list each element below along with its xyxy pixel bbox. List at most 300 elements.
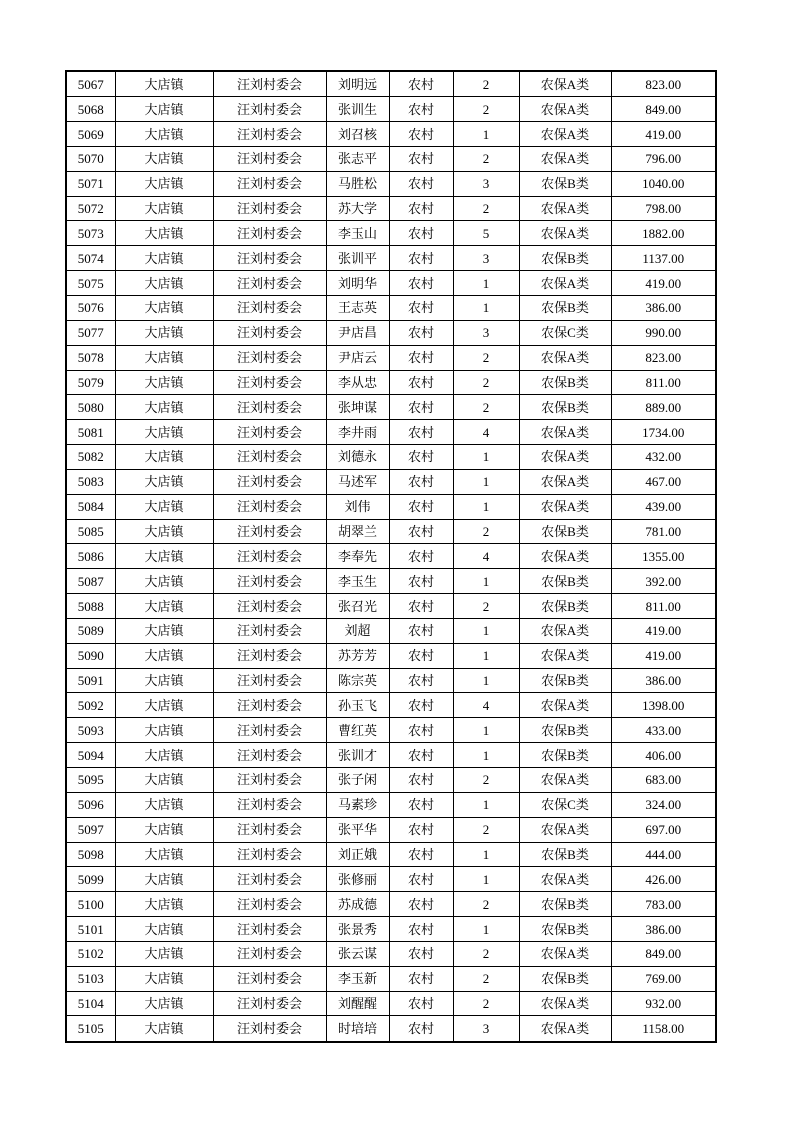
cell-town: 大店镇: [115, 271, 213, 296]
cell-person-name: 刘正娥: [326, 842, 389, 867]
cell-village: 汪刘村委会: [213, 295, 326, 320]
cell-village: 汪刘村委会: [213, 693, 326, 718]
cell-amount: 467.00: [611, 469, 716, 494]
cell-village: 汪刘村委会: [213, 569, 326, 594]
cell-residence: 农村: [389, 743, 453, 768]
cell-residence: 农村: [389, 445, 453, 470]
table-row: [66, 345, 716, 370]
table-row: [66, 395, 716, 420]
cell-insurance-class: 农保B类: [519, 966, 611, 991]
cell-person-name: 马述军: [326, 469, 389, 494]
cell-person-count: 1: [453, 867, 519, 892]
cell-village: 汪刘村委会: [213, 618, 326, 643]
cell-seq: 5099: [66, 867, 115, 892]
table-row: [66, 420, 716, 445]
cell-person-name: 苏芳芳: [326, 643, 389, 668]
cell-insurance-class: 农保B类: [519, 569, 611, 594]
cell-amount: 990.00: [611, 320, 716, 345]
cell-town: 大店镇: [115, 519, 213, 544]
cell-person-name: 张平华: [326, 817, 389, 842]
cell-residence: 农村: [389, 271, 453, 296]
cell-seq: 5087: [66, 569, 115, 594]
cell-insurance-class: 农保B类: [519, 668, 611, 693]
cell-residence: 农村: [389, 842, 453, 867]
cell-person-name: 李玉新: [326, 966, 389, 991]
cell-village: 汪刘村委会: [213, 892, 326, 917]
cell-amount: 811.00: [611, 594, 716, 619]
cell-seq: 5105: [66, 1016, 115, 1042]
cell-person-name: 苏成德: [326, 892, 389, 917]
cell-residence: 农村: [389, 544, 453, 569]
cell-person-name: 张召光: [326, 594, 389, 619]
cell-town: 大店镇: [115, 345, 213, 370]
cell-residence: 农村: [389, 817, 453, 842]
cell-person-count: 1: [453, 122, 519, 147]
cell-insurance-class: 农保B类: [519, 246, 611, 271]
table-row: [66, 320, 716, 345]
cell-amount: 444.00: [611, 842, 716, 867]
table-row: [66, 842, 716, 867]
table-row: [66, 718, 716, 743]
cell-residence: 农村: [389, 469, 453, 494]
cell-amount: 783.00: [611, 892, 716, 917]
cell-residence: 农村: [389, 693, 453, 718]
cell-town: 大店镇: [115, 420, 213, 445]
cell-residence: 农村: [389, 668, 453, 693]
cell-village: 汪刘村委会: [213, 842, 326, 867]
cell-person-count: 1: [453, 668, 519, 693]
cell-village: 汪刘村委会: [213, 792, 326, 817]
cell-amount: 849.00: [611, 941, 716, 966]
cell-person-name: 苏大学: [326, 196, 389, 221]
cell-village: 汪刘村委会: [213, 246, 326, 271]
cell-amount: 823.00: [611, 71, 716, 97]
cell-village: 汪刘村委会: [213, 122, 326, 147]
cell-seq: 5077: [66, 320, 115, 345]
cell-insurance-class: 农保A类: [519, 991, 611, 1016]
table-row: [66, 792, 716, 817]
table-row: [66, 122, 716, 147]
table-row: [66, 817, 716, 842]
cell-residence: 农村: [389, 519, 453, 544]
cell-insurance-class: 农保A类: [519, 469, 611, 494]
cell-insurance-class: 农保A类: [519, 146, 611, 171]
cell-amount: 932.00: [611, 991, 716, 1016]
cell-town: 大店镇: [115, 97, 213, 122]
cell-town: 大店镇: [115, 594, 213, 619]
cell-person-count: 2: [453, 768, 519, 793]
cell-seq: 5095: [66, 768, 115, 793]
cell-person-count: 2: [453, 395, 519, 420]
cell-village: 汪刘村委会: [213, 196, 326, 221]
cell-village: 汪刘村委会: [213, 817, 326, 842]
cell-residence: 农村: [389, 370, 453, 395]
cell-town: 大店镇: [115, 171, 213, 196]
cell-town: 大店镇: [115, 892, 213, 917]
cell-person-count: 2: [453, 892, 519, 917]
cell-person-count: 1: [453, 618, 519, 643]
cell-town: 大店镇: [115, 146, 213, 171]
cell-insurance-class: 农保A类: [519, 445, 611, 470]
cell-person-name: 张景秀: [326, 917, 389, 942]
cell-town: 大店镇: [115, 122, 213, 147]
cell-town: 大店镇: [115, 643, 213, 668]
table-row: [66, 594, 716, 619]
cell-person-count: 3: [453, 1016, 519, 1042]
cell-person-name: 尹店云: [326, 345, 389, 370]
cell-town: 大店镇: [115, 792, 213, 817]
table-row: [66, 519, 716, 544]
cell-residence: 农村: [389, 171, 453, 196]
cell-town: 大店镇: [115, 966, 213, 991]
cell-amount: 1882.00: [611, 221, 716, 246]
cell-insurance-class: 农保A类: [519, 420, 611, 445]
cell-person-name: 李井雨: [326, 420, 389, 445]
cell-seq: 5086: [66, 544, 115, 569]
cell-town: 大店镇: [115, 718, 213, 743]
cell-residence: 农村: [389, 420, 453, 445]
cell-town: 大店镇: [115, 494, 213, 519]
cell-insurance-class: 农保A类: [519, 618, 611, 643]
cell-amount: 1398.00: [611, 693, 716, 718]
cell-person-count: 4: [453, 693, 519, 718]
cell-seq: 5073: [66, 221, 115, 246]
cell-amount: 432.00: [611, 445, 716, 470]
cell-seq: 5104: [66, 991, 115, 1016]
cell-insurance-class: 农保B类: [519, 842, 611, 867]
cell-village: 汪刘村委会: [213, 594, 326, 619]
table-row: [66, 196, 716, 221]
cell-person-count: 1: [453, 295, 519, 320]
table-row: [66, 768, 716, 793]
cell-person-name: 刘明华: [326, 271, 389, 296]
cell-seq: 5080: [66, 395, 115, 420]
cell-residence: 农村: [389, 494, 453, 519]
cell-amount: 406.00: [611, 743, 716, 768]
cell-insurance-class: 农保A类: [519, 221, 611, 246]
cell-village: 汪刘村委会: [213, 271, 326, 296]
cell-insurance-class: 农保A类: [519, 97, 611, 122]
cell-person-name: 刘明远: [326, 71, 389, 97]
cell-seq: 5085: [66, 519, 115, 544]
cell-person-count: 4: [453, 420, 519, 445]
cell-person-name: 孙玉飞: [326, 693, 389, 718]
cell-insurance-class: 农保A类: [519, 817, 611, 842]
table-row: [66, 941, 716, 966]
cell-seq: 5081: [66, 420, 115, 445]
cell-town: 大店镇: [115, 991, 213, 1016]
cell-seq: 5067: [66, 71, 115, 97]
cell-insurance-class: 农保B类: [519, 718, 611, 743]
cell-residence: 农村: [389, 246, 453, 271]
cell-seq: 5083: [66, 469, 115, 494]
cell-residence: 农村: [389, 792, 453, 817]
table-row: [66, 469, 716, 494]
table-body: [66, 71, 716, 1042]
cell-amount: 697.00: [611, 817, 716, 842]
table-row: [66, 71, 716, 97]
cell-insurance-class: 农保B类: [519, 395, 611, 420]
cell-seq: 5082: [66, 445, 115, 470]
cell-insurance-class: 农保A类: [519, 1016, 611, 1042]
cell-amount: 419.00: [611, 618, 716, 643]
table-row: [66, 892, 716, 917]
cell-residence: 农村: [389, 221, 453, 246]
cell-person-name: 刘召核: [326, 122, 389, 147]
cell-person-count: 1: [453, 445, 519, 470]
cell-residence: 农村: [389, 122, 453, 147]
cell-person-count: 2: [453, 991, 519, 1016]
cell-insurance-class: 农保A类: [519, 71, 611, 97]
cell-village: 汪刘村委会: [213, 768, 326, 793]
cell-person-count: 2: [453, 519, 519, 544]
table-row: [66, 693, 716, 718]
cell-village: 汪刘村委会: [213, 221, 326, 246]
cell-seq: 5072: [66, 196, 115, 221]
cell-residence: 农村: [389, 867, 453, 892]
cell-seq: 5078: [66, 345, 115, 370]
cell-person-name: 曹红英: [326, 718, 389, 743]
benefits-table: [65, 70, 717, 1043]
cell-amount: 1137.00: [611, 246, 716, 271]
cell-seq: 5102: [66, 941, 115, 966]
cell-residence: 农村: [389, 618, 453, 643]
cell-insurance-class: 农保C类: [519, 792, 611, 817]
cell-person-count: 1: [453, 271, 519, 296]
table-row: [66, 97, 716, 122]
cell-insurance-class: 农保A类: [519, 271, 611, 296]
cell-seq: 5103: [66, 966, 115, 991]
cell-insurance-class: 农保A类: [519, 122, 611, 147]
cell-seq: 5094: [66, 743, 115, 768]
cell-village: 汪刘村委会: [213, 941, 326, 966]
cell-town: 大店镇: [115, 295, 213, 320]
cell-insurance-class: 农保A类: [519, 494, 611, 519]
cell-person-count: 1: [453, 842, 519, 867]
cell-amount: 433.00: [611, 718, 716, 743]
cell-person-count: 1: [453, 469, 519, 494]
cell-person-name: 刘超: [326, 618, 389, 643]
table-row: [66, 246, 716, 271]
cell-seq: 5084: [66, 494, 115, 519]
cell-amount: 419.00: [611, 643, 716, 668]
cell-person-name: 陈宗英: [326, 668, 389, 693]
cell-insurance-class: 农保B类: [519, 594, 611, 619]
cell-residence: 农村: [389, 892, 453, 917]
cell-town: 大店镇: [115, 320, 213, 345]
cell-seq: 5101: [66, 917, 115, 942]
cell-residence: 农村: [389, 991, 453, 1016]
cell-residence: 农村: [389, 966, 453, 991]
cell-person-name: 张坤谋: [326, 395, 389, 420]
cell-residence: 农村: [389, 196, 453, 221]
cell-town: 大店镇: [115, 743, 213, 768]
cell-town: 大店镇: [115, 768, 213, 793]
cell-village: 汪刘村委会: [213, 494, 326, 519]
cell-town: 大店镇: [115, 842, 213, 867]
cell-town: 大店镇: [115, 1016, 213, 1042]
cell-person-name: 张训才: [326, 743, 389, 768]
cell-person-count: 4: [453, 544, 519, 569]
cell-town: 大店镇: [115, 370, 213, 395]
cell-person-count: 2: [453, 817, 519, 842]
cell-town: 大店镇: [115, 917, 213, 942]
cell-residence: 农村: [389, 917, 453, 942]
cell-seq: 5096: [66, 792, 115, 817]
cell-village: 汪刘村委会: [213, 445, 326, 470]
cell-person-name: 刘德永: [326, 445, 389, 470]
cell-village: 汪刘村委会: [213, 420, 326, 445]
cell-person-name: 王志英: [326, 295, 389, 320]
cell-village: 汪刘村委会: [213, 370, 326, 395]
cell-town: 大店镇: [115, 693, 213, 718]
cell-insurance-class: 农保B类: [519, 171, 611, 196]
cell-amount: 419.00: [611, 122, 716, 147]
cell-village: 汪刘村委会: [213, 469, 326, 494]
cell-person-name: 马素珍: [326, 792, 389, 817]
cell-amount: 823.00: [611, 345, 716, 370]
cell-person-count: 1: [453, 643, 519, 668]
cell-person-name: 张修丽: [326, 867, 389, 892]
cell-person-count: 3: [453, 171, 519, 196]
cell-seq: 5088: [66, 594, 115, 619]
cell-insurance-class: 农保A类: [519, 867, 611, 892]
cell-insurance-class: 农保B类: [519, 917, 611, 942]
cell-person-name: 刘伟: [326, 494, 389, 519]
cell-town: 大店镇: [115, 71, 213, 97]
cell-residence: 农村: [389, 71, 453, 97]
cell-person-count: 2: [453, 345, 519, 370]
cell-person-name: 李奉先: [326, 544, 389, 569]
cell-seq: 5093: [66, 718, 115, 743]
cell-person-count: 1: [453, 792, 519, 817]
cell-amount: 811.00: [611, 370, 716, 395]
cell-person-name: 张志平: [326, 146, 389, 171]
cell-village: 汪刘村委会: [213, 867, 326, 892]
table-row: [66, 917, 716, 942]
cell-residence: 农村: [389, 295, 453, 320]
cell-insurance-class: 农保B类: [519, 295, 611, 320]
cell-town: 大店镇: [115, 867, 213, 892]
table-row: [66, 295, 716, 320]
cell-seq: 5068: [66, 97, 115, 122]
cell-person-count: 2: [453, 941, 519, 966]
cell-residence: 农村: [389, 768, 453, 793]
cell-amount: 392.00: [611, 569, 716, 594]
cell-residence: 农村: [389, 345, 453, 370]
cell-town: 大店镇: [115, 668, 213, 693]
cell-village: 汪刘村委会: [213, 991, 326, 1016]
cell-residence: 农村: [389, 643, 453, 668]
cell-insurance-class: 农保A类: [519, 643, 611, 668]
cell-person-count: 2: [453, 196, 519, 221]
cell-village: 汪刘村委会: [213, 171, 326, 196]
cell-seq: 5092: [66, 693, 115, 718]
cell-insurance-class: 农保A类: [519, 345, 611, 370]
cell-village: 汪刘村委会: [213, 97, 326, 122]
table-row: [66, 569, 716, 594]
cell-person-name: 张训平: [326, 246, 389, 271]
cell-amount: 419.00: [611, 271, 716, 296]
table-row: [66, 668, 716, 693]
cell-insurance-class: 农保A类: [519, 768, 611, 793]
cell-person-count: 1: [453, 917, 519, 942]
cell-person-count: 2: [453, 594, 519, 619]
table-row: [66, 643, 716, 668]
cell-town: 大店镇: [115, 544, 213, 569]
cell-village: 汪刘村委会: [213, 519, 326, 544]
cell-village: 汪刘村委会: [213, 146, 326, 171]
cell-seq: 5070: [66, 146, 115, 171]
cell-insurance-class: 农保B类: [519, 370, 611, 395]
cell-residence: 农村: [389, 594, 453, 619]
cell-amount: 1040.00: [611, 171, 716, 196]
cell-insurance-class: 农保A类: [519, 693, 611, 718]
cell-seq: 5089: [66, 618, 115, 643]
cell-amount: 439.00: [611, 494, 716, 519]
cell-amount: 849.00: [611, 97, 716, 122]
cell-village: 汪刘村委会: [213, 544, 326, 569]
cell-person-name: 张子闲: [326, 768, 389, 793]
cell-amount: 1355.00: [611, 544, 716, 569]
cell-town: 大店镇: [115, 941, 213, 966]
cell-seq: 5071: [66, 171, 115, 196]
cell-person-name: 李从忠: [326, 370, 389, 395]
table-row: [66, 618, 716, 643]
cell-residence: 农村: [389, 941, 453, 966]
cell-seq: 5090: [66, 643, 115, 668]
table-row: [66, 743, 716, 768]
cell-person-name: 胡翠兰: [326, 519, 389, 544]
cell-residence: 农村: [389, 569, 453, 594]
table-row: [66, 146, 716, 171]
cell-amount: 386.00: [611, 668, 716, 693]
cell-amount: 889.00: [611, 395, 716, 420]
cell-village: 汪刘村委会: [213, 718, 326, 743]
cell-residence: 农村: [389, 97, 453, 122]
cell-seq: 5091: [66, 668, 115, 693]
cell-seq: 5100: [66, 892, 115, 917]
cell-person-count: 2: [453, 146, 519, 171]
cell-person-count: 1: [453, 494, 519, 519]
cell-seq: 5074: [66, 246, 115, 271]
cell-village: 汪刘村委会: [213, 668, 326, 693]
cell-person-count: 3: [453, 320, 519, 345]
table-row: [66, 221, 716, 246]
cell-insurance-class: 农保B类: [519, 892, 611, 917]
cell-insurance-class: 农保A类: [519, 544, 611, 569]
cell-amount: 796.00: [611, 146, 716, 171]
cell-village: 汪刘村委会: [213, 917, 326, 942]
cell-person-name: 张训生: [326, 97, 389, 122]
cell-person-count: 1: [453, 569, 519, 594]
cell-town: 大店镇: [115, 618, 213, 643]
cell-town: 大店镇: [115, 395, 213, 420]
cell-seq: 5069: [66, 122, 115, 147]
cell-town: 大店镇: [115, 469, 213, 494]
cell-person-count: 2: [453, 966, 519, 991]
cell-amount: 683.00: [611, 768, 716, 793]
cell-seq: 5075: [66, 271, 115, 296]
cell-person-count: 2: [453, 71, 519, 97]
cell-residence: 农村: [389, 1016, 453, 1042]
cell-person-name: 时培培: [326, 1016, 389, 1042]
cell-village: 汪刘村委会: [213, 1016, 326, 1042]
cell-village: 汪刘村委会: [213, 345, 326, 370]
cell-residence: 农村: [389, 718, 453, 743]
table-row: [66, 271, 716, 296]
cell-person-name: 尹店昌: [326, 320, 389, 345]
